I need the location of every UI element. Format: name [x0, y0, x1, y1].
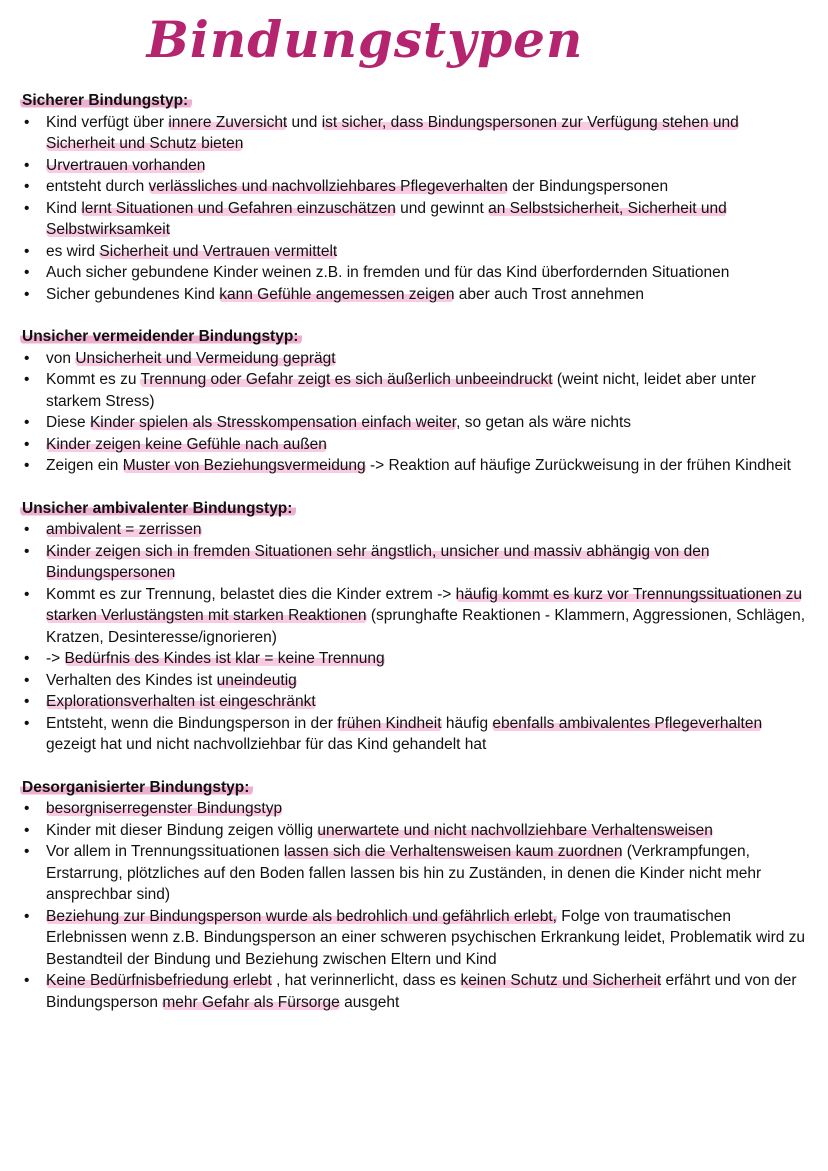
bullet-icon: •: [24, 585, 30, 603]
list-item: [22, 541, 812, 584]
item-text: Verhalten des Kindes ist: [46, 671, 217, 689]
section: [22, 326, 812, 477]
highlighted-text: häufig kommt es kurz vor Trennungssituationen zu starken Verlustängsten mit starken Reaktionen: [46, 585, 802, 624]
bullet-icon: •: [24, 199, 30, 217]
bullet-icon: •: [24, 435, 30, 453]
bullet-icon: •: [24, 650, 30, 667]
bullet-icon: •: [24, 521, 30, 538]
highlighted-text: keinen Schutz und Sicherheit: [460, 972, 662, 989]
highlighted-text: Kinder zeigen sich in fremden Situationen sehr ängstlich, unsicher und massiv abhängig von den Bindungspersonen: [46, 542, 710, 581]
list-item: [22, 241, 812, 263]
item-text: Entsteht, wenn die Bindungsperson in der: [46, 714, 338, 732]
section-heading-text: Unsicher ambivalenter Bindungstyp:: [20, 500, 296, 517]
bullet-icon: •: [24, 907, 30, 925]
item-text: ausgeht: [339, 993, 400, 1011]
section-heading: [22, 90, 812, 112]
highlighted-text: ebenfalls ambivalentes Pflegeverhalten: [492, 714, 763, 732]
bullet-icon: •: [24, 156, 30, 174]
item-text: und: [287, 113, 322, 131]
list-item: [22, 112, 812, 155]
item-text: (weint nicht, leidet aber unter starkem Stress): [46, 371, 756, 410]
list-item: [22, 369, 812, 412]
bullet-icon: •: [24, 242, 30, 260]
page-title: Bindungstypen: [146, 10, 584, 69]
bullet-icon: •: [24, 693, 30, 710]
highlighted-text: Explorationsverhalten ist eingeschränkt: [46, 693, 316, 710]
item-text: ->: [46, 650, 65, 667]
list-item: [22, 670, 812, 692]
item-text: Zeigen ein: [46, 457, 123, 474]
item-text: es wird: [46, 242, 100, 260]
bullet-icon: •: [24, 457, 30, 474]
highlighted-text: Sicherheit und Vertrauen vermittelt: [99, 242, 338, 260]
list-item: [22, 798, 812, 820]
bullet-icon: •: [24, 843, 30, 860]
item-text: Vor allem in Trennungssituationen: [46, 843, 284, 860]
bullet-icon: •: [24, 821, 30, 839]
highlighted-text: Kinder zeigen keine Gefühle nach außen: [46, 435, 327, 453]
list-item: [22, 455, 812, 477]
list-item: [22, 155, 812, 177]
section: [22, 90, 812, 305]
highlighted-text: Kinder spielen als Stresskompensation einfach weiter: [89, 414, 457, 431]
list-item: [22, 584, 812, 649]
list-item: [22, 198, 812, 241]
item-text: Sicher gebundenes Kind: [46, 285, 220, 303]
bullet-icon: •: [24, 349, 30, 367]
list-item: [22, 348, 812, 370]
list-item: [22, 713, 812, 756]
item-text: -> Reaktion auf häufige Zurückweisung in der frühen Kindheit: [365, 457, 791, 474]
highlighted-text: frühen Kindheit: [337, 714, 442, 732]
item-text: erfährt und von der Bindungsperson: [46, 972, 797, 1011]
list-item: [22, 906, 812, 971]
highlighted-text: Urvertrauen vorhanden: [46, 156, 206, 174]
item-text: häufig: [441, 714, 493, 732]
section-heading-text: Sicherer Bindungstyp:: [20, 92, 192, 109]
highlighted-text: Unsicherheit und Vermeidung geprägt: [75, 349, 336, 367]
highlighted-text: Beziehung zur Bindungsperson wurde als bedrohlich und gefährlich erlebt,: [46, 907, 557, 925]
highlighted-text: Keine Bedürfnisbefriedung erlebt: [46, 972, 272, 989]
section-heading: [22, 326, 812, 348]
bullet-list: [22, 112, 812, 306]
list-item: [22, 841, 812, 906]
highlighted-text: ambivalent = zerrissen: [46, 521, 202, 538]
highlighted-text: verlässliches und nachvollziehbares Pflegeverhalten: [148, 178, 508, 195]
item-text: (Verkrampfungen, Erstarrung, plötzliches auf den Boden fallen lassen bis hin zu Zuständen, in denen die Kinder nicht mehr ansprechbar sind): [46, 843, 762, 903]
item-text: Kind: [46, 199, 82, 217]
highlighted-text: innere Zuversicht: [168, 113, 288, 131]
highlighted-text: Bedürfnis des Kindes ist klar = keine Trennung: [64, 650, 385, 667]
item-text: Kommt es zur Trennung, belastet dies die Kinder extrem ->: [46, 585, 456, 603]
list-item: [22, 434, 812, 456]
item-text: , so getan als wäre nichts: [456, 414, 632, 431]
bullet-icon: •: [24, 264, 30, 281]
bullet-icon: •: [24, 542, 30, 560]
item-text: Kind verfügt über: [46, 113, 169, 131]
section-heading-text: Unsicher vermeidender Bindungstyp:: [20, 328, 302, 345]
item-text: und gewinnt: [395, 199, 489, 217]
bullet-icon: •: [24, 414, 30, 431]
item-text: Kinder mit dieser Bindung zeigen völlig: [46, 821, 318, 839]
highlighted-text: lassen sich die Verhaltensweisen kaum zuordnen: [283, 843, 623, 860]
item-text: der Bindungspersonen: [507, 178, 669, 195]
highlighted-text: lernt Situationen und Gefahren einzuschätzen: [81, 199, 396, 217]
highlighted-text: unerwartete und nicht nachvollziehbare Verhaltensweisen: [317, 821, 713, 839]
list-item: [22, 412, 812, 434]
bullet-list: [22, 798, 812, 1013]
item-text: aber auch Trost annehmen: [454, 285, 645, 303]
bullet-icon: •: [24, 285, 30, 303]
highlighted-text: mehr Gefahr als Fürsorge: [162, 993, 340, 1011]
section-heading: [22, 777, 812, 799]
item-text: Folge von traumatischen Erlebnissen wenn z.B. Bindungsperson an einer schweren psychischen Erkrankung leidet, Problematik wird zu Bestandteil der Bindung und Beziehung zwischen Eltern und Kind: [46, 907, 806, 968]
list-item: [22, 820, 812, 842]
list-item: [22, 176, 812, 198]
section-heading: [22, 498, 812, 520]
list-item: [22, 648, 812, 670]
section: [22, 777, 812, 1014]
bullet-icon: •: [24, 178, 30, 195]
item-text: (sprunghafte Reaktionen - Klammern, Aggressionen, Schlägen, Kratzen, Desinteresse/ignorieren): [46, 607, 806, 646]
highlighted-text: uneindeutig: [216, 671, 297, 689]
bullet-list: [22, 519, 812, 756]
document-body: [22, 90, 812, 1034]
bullet-icon: •: [24, 714, 30, 732]
list-item: [22, 691, 812, 713]
section-heading-text: Desorganisierter Bindungstyp:: [20, 779, 253, 796]
item-text: Kommt es zu: [46, 371, 141, 388]
item-text: , hat verinnerlicht, dass es: [271, 972, 461, 989]
list-item: [22, 284, 812, 306]
bullet-icon: •: [24, 113, 30, 131]
highlighted-text: ist sicher, dass Bindungspersonen zur Verfügung stehen und Sicherheit und Schutz bieten: [46, 113, 739, 152]
highlighted-text: an Selbstsicherheit, Sicherheit und Selbstwirksamkeit: [46, 199, 727, 238]
item-text: Auch sicher gebundene Kinder weinen z.B. in fremden und für das Kind überfordernden Situationen: [46, 264, 730, 281]
bullet-icon: •: [24, 972, 30, 989]
item-text: Diese: [46, 414, 90, 431]
list-item: [22, 262, 812, 284]
section: [22, 498, 812, 756]
item-text: von: [46, 349, 76, 367]
list-item: [22, 970, 812, 1013]
highlighted-text: Muster von Beziehungsvermeidung: [122, 457, 366, 474]
highlighted-text: Trennung oder Gefahr zeigt es sich äußerlich unbeeindruckt: [140, 371, 553, 388]
highlighted-text: kann Gefühle angemessen zeigen: [219, 285, 455, 303]
list-item: [22, 519, 812, 541]
bullet-icon: •: [24, 800, 30, 817]
item-text: gezeigt hat und nicht nachvollziehbar für das Kind gehandelt hat: [46, 736, 487, 753]
highlighted-text: besorgniserregenster Bindungstyp: [46, 800, 283, 817]
bullet-icon: •: [24, 671, 30, 689]
bullet-list: [22, 348, 812, 477]
bullet-icon: •: [24, 371, 30, 388]
item-text: entsteht durch: [46, 178, 149, 195]
